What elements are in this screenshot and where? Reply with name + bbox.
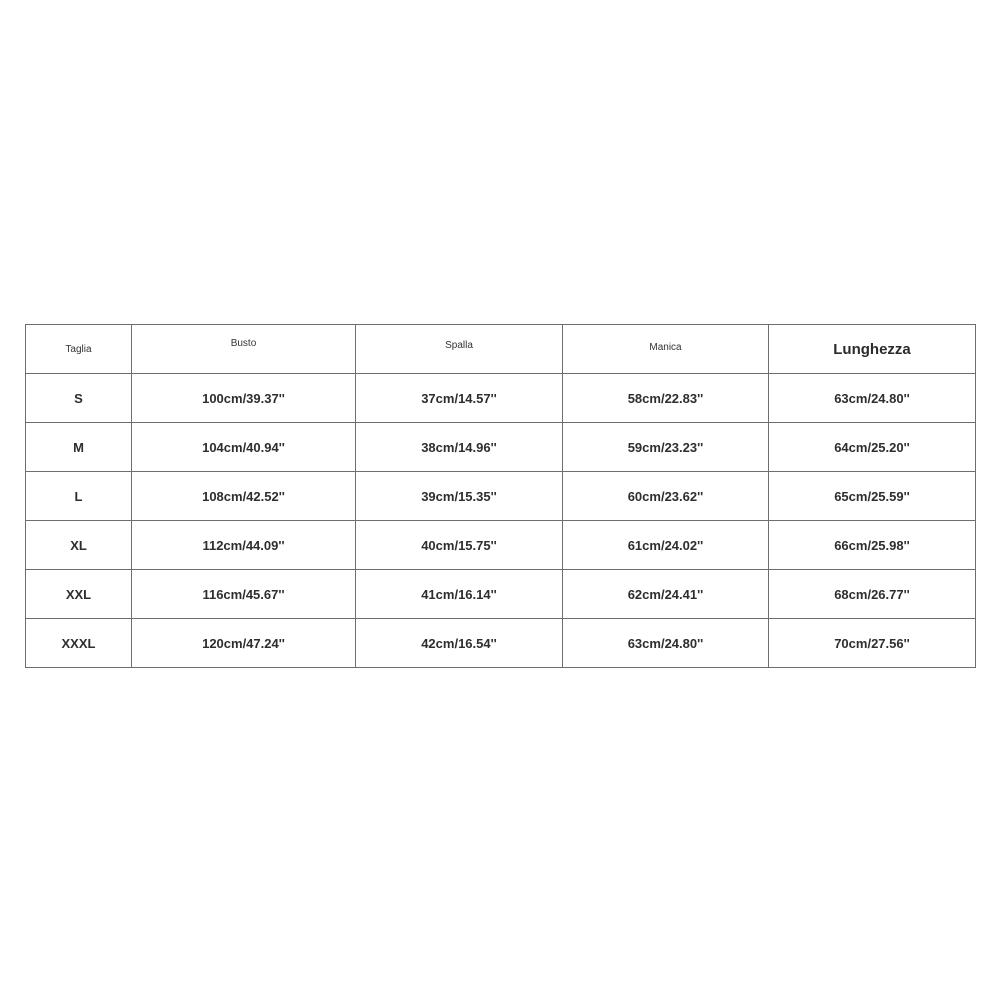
- spalla-cell: 40cm/15.75'': [356, 521, 563, 570]
- lunghezza-cell: 63cm/24.80'': [769, 374, 976, 423]
- header-row: [26, 325, 976, 374]
- lunghezza-cell: 64cm/25.20'': [769, 423, 976, 472]
- table-row: [26, 619, 976, 668]
- spalla-cell: 38cm/14.96'': [356, 423, 563, 472]
- size-cell: XL: [26, 521, 132, 570]
- busto-cell: 116cm/45.67'': [132, 570, 356, 619]
- size-cell: XXXL: [26, 619, 132, 668]
- lunghezza-cell: 70cm/27.56'': [769, 619, 976, 668]
- size-cell: L: [26, 472, 132, 521]
- header-taglia: Taglia: [26, 325, 132, 374]
- spalla-cell: 39cm/15.35'': [356, 472, 563, 521]
- lunghezza-cell: 68cm/26.77'': [769, 570, 976, 619]
- busto-cell: 104cm/40.94'': [132, 423, 356, 472]
- size-cell: S: [26, 374, 132, 423]
- busto-cell: 108cm/42.52'': [132, 472, 356, 521]
- busto-cell: 100cm/39.37'': [132, 374, 356, 423]
- size-cell: M: [26, 423, 132, 472]
- table-row: [26, 472, 976, 521]
- size-chart-table: [25, 324, 976, 668]
- manica-cell: 59cm/23.23'': [563, 423, 769, 472]
- busto-cell: 112cm/44.09'': [132, 521, 356, 570]
- size-cell: XXL: [26, 570, 132, 619]
- busto-cell: 120cm/47.24'': [132, 619, 356, 668]
- lunghezza-cell: 65cm/25.59'': [769, 472, 976, 521]
- manica-cell: 60cm/23.62'': [563, 472, 769, 521]
- manica-cell: 61cm/24.02'': [563, 521, 769, 570]
- manica-cell: 58cm/22.83'': [563, 374, 769, 423]
- table-row: [26, 374, 976, 423]
- manica-cell: 62cm/24.41'': [563, 570, 769, 619]
- header-manica: Manica: [563, 325, 769, 374]
- spalla-cell: 42cm/16.54'': [356, 619, 563, 668]
- table-row: [26, 570, 976, 619]
- header-lunghezza: Lunghezza: [769, 325, 976, 374]
- spalla-cell: 37cm/14.57'': [356, 374, 563, 423]
- lunghezza-cell: 66cm/25.98'': [769, 521, 976, 570]
- spalla-cell: 41cm/16.14'': [356, 570, 563, 619]
- header-spalla: Spalla: [356, 325, 563, 374]
- manica-cell: 63cm/24.80'': [563, 619, 769, 668]
- header-busto: Busto: [132, 325, 356, 374]
- table-row: [26, 423, 976, 472]
- table-row: [26, 521, 976, 570]
